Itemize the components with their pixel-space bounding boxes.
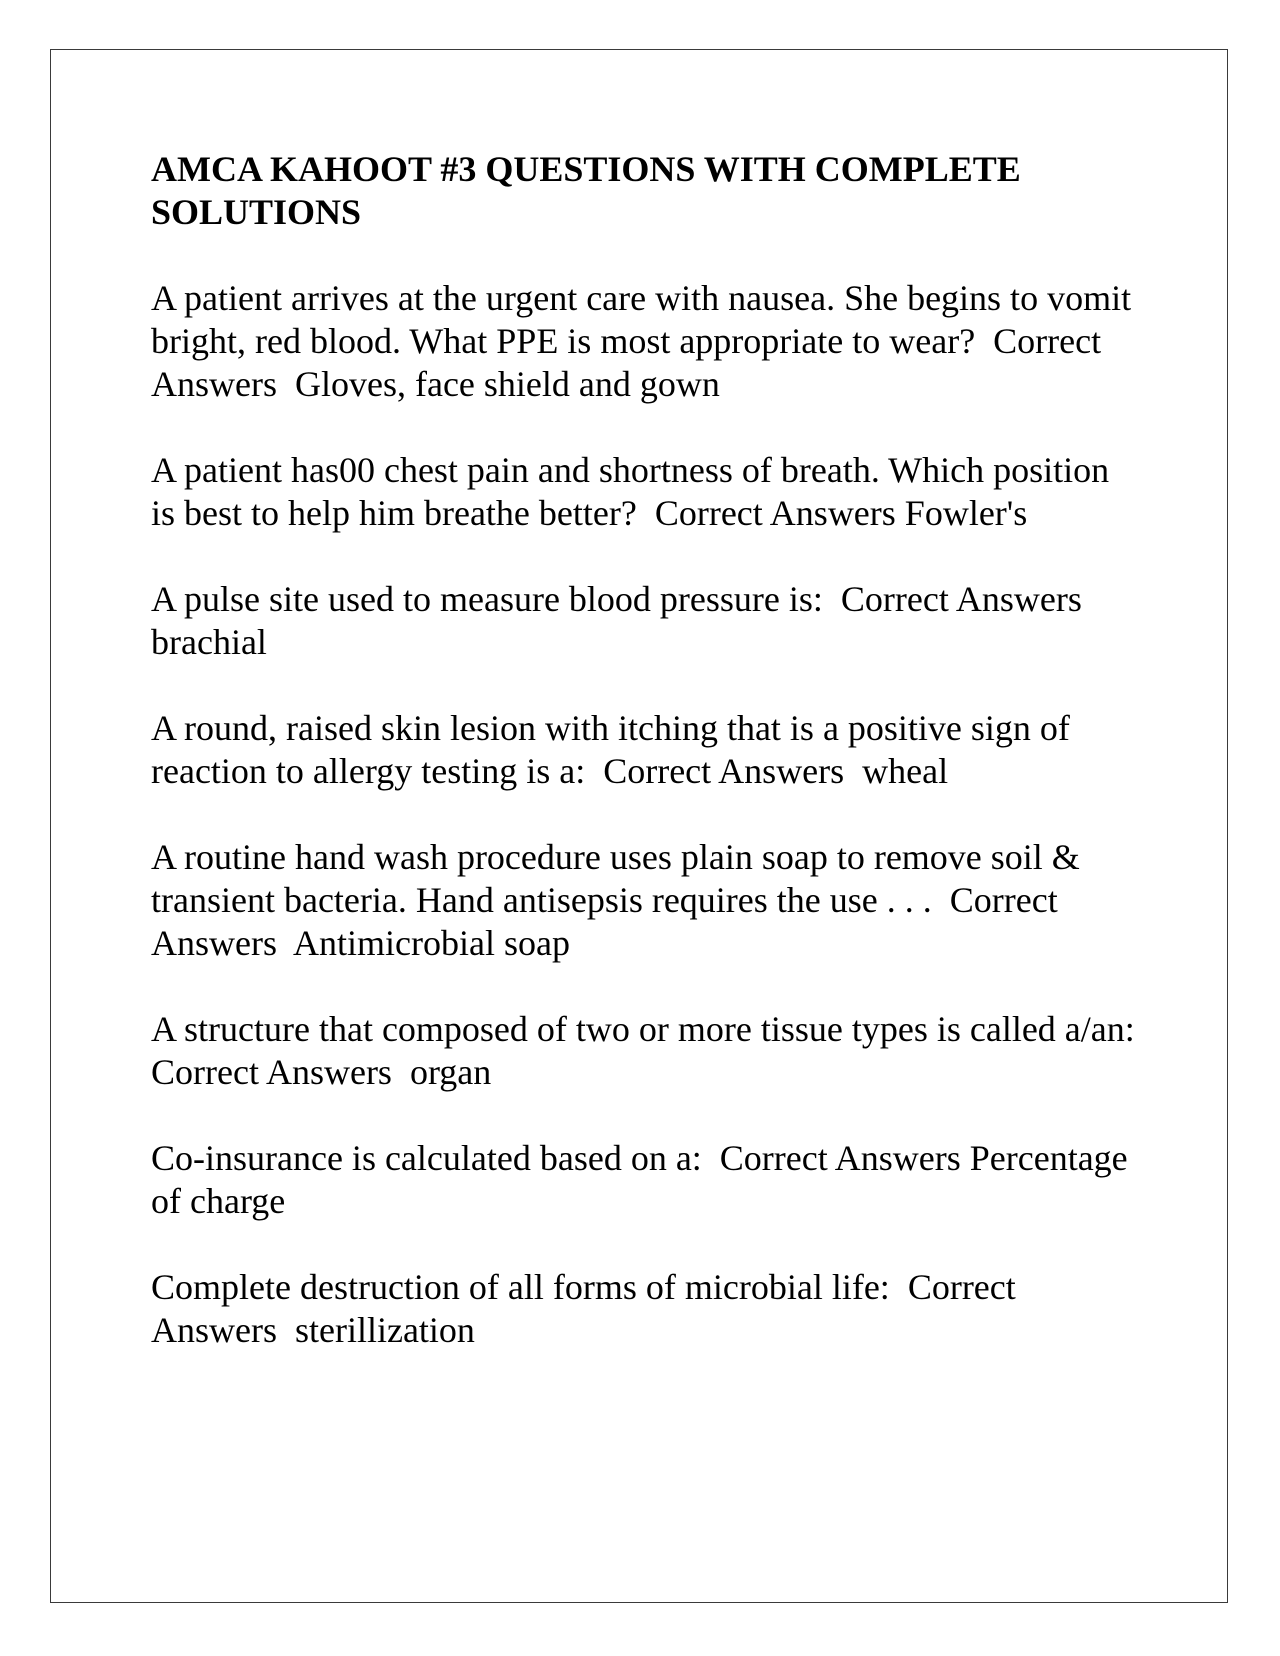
qa-item	[151, 449, 1141, 535]
qa-item	[151, 836, 1141, 965]
question-text: Co-insurance is calculated based on a:	[151, 1138, 702, 1178]
document-title: AMCA KAHOOT #3 QUESTIONS WITH COMPLETE SOLUTIONS	[151, 149, 1030, 232]
qa-item	[151, 1008, 1141, 1094]
qa-item	[151, 1266, 1141, 1352]
answer-text: sterillization	[294, 1310, 475, 1350]
qa-item	[151, 707, 1141, 793]
answer-text: wheal	[862, 751, 949, 791]
question-text: A patient arrives at the urgent care with nausea. She begins to vomit bright, red blood. What PPE is most appropriate to wear?	[151, 278, 1141, 361]
answer-label: Correct Answers	[151, 880, 1065, 963]
qa-item	[151, 277, 1141, 406]
document-body	[151, 148, 1141, 1395]
answer-label: Correct Answers	[151, 321, 1109, 404]
question-text: A pulse site used to measure blood pressure is:	[151, 579, 823, 619]
answer-label: Correct Answers	[151, 1052, 392, 1092]
answer-label: Correct Answers	[654, 493, 896, 533]
answer-label: Correct Answers	[603, 751, 845, 791]
answer-text: Fowler's	[904, 493, 1028, 533]
question-text: A round, raised skin lesion with itching that is a positive sign of reaction to allergy testing is a:	[151, 708, 1079, 791]
answer-text: Antimicrobial soap	[293, 923, 570, 963]
question-text: A patient has00 chest pain and shortness of breath. Which position is best to help him breathe better?	[151, 450, 1119, 533]
answer-text: brachial	[151, 622, 267, 662]
question-text: A routine hand wash procedure uses plain soap to remove soil & transient bacteria. Hand antisepsis requires the use . . .	[151, 837, 1089, 920]
answer-text: organ	[409, 1052, 492, 1092]
answer-label: Correct Answers	[151, 1267, 1023, 1350]
question-text: A structure that composed of two or more tissue types is called a/an:	[151, 1009, 1135, 1049]
answer-label: Correct Answers	[719, 1138, 961, 1178]
qa-item	[151, 578, 1141, 664]
answer-text: Percentage of charge	[151, 1138, 1137, 1221]
answer-label: Correct Answers	[840, 579, 1082, 619]
qa-item	[151, 1137, 1141, 1223]
question-text: Complete destruction of all forms of microbial life:	[151, 1267, 890, 1307]
answer-text: Gloves, face shield and gown	[294, 364, 720, 404]
